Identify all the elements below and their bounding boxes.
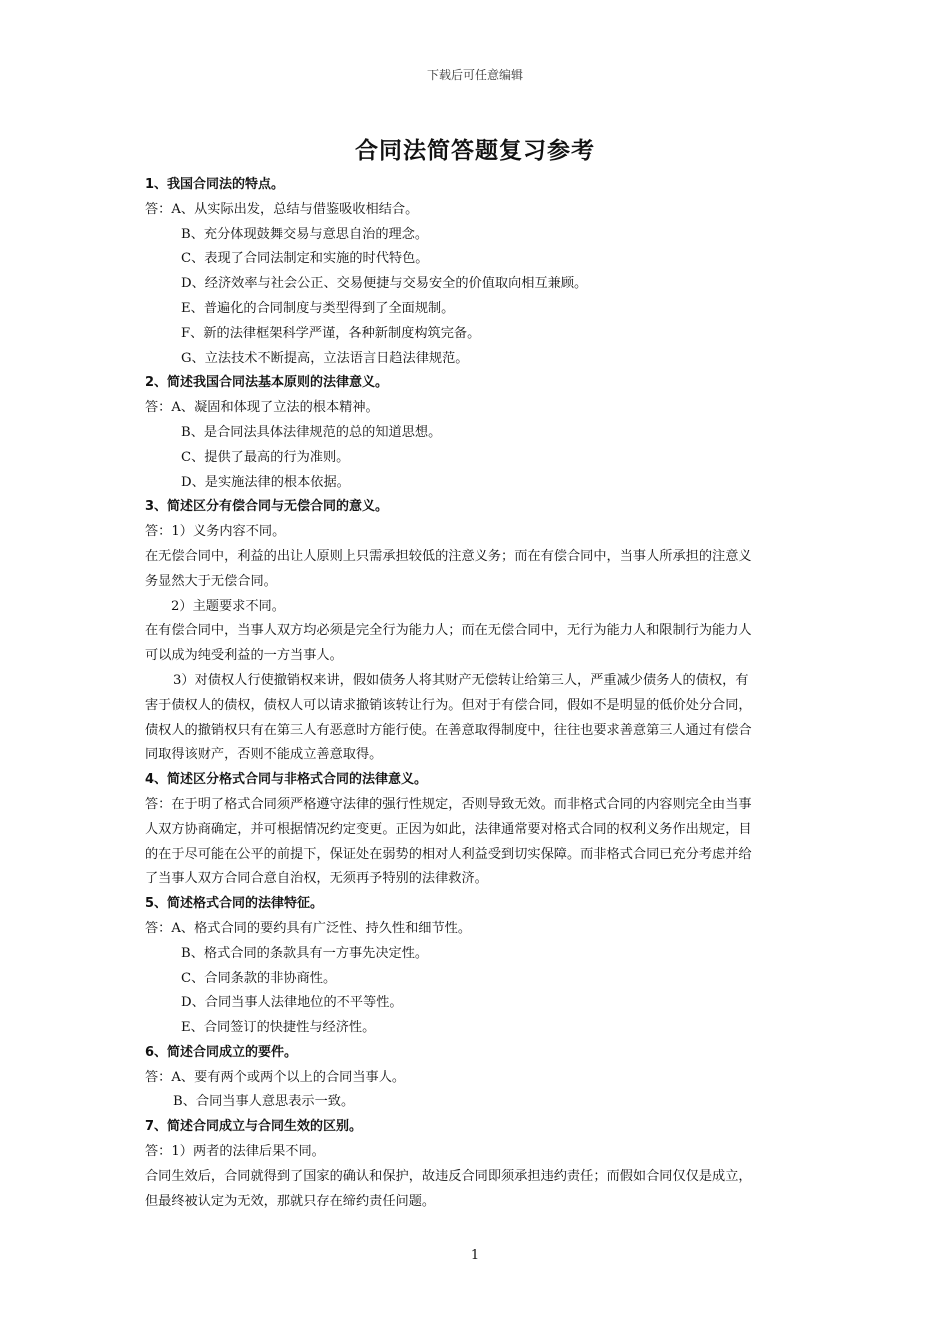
answer-line: D、是实施法律的根本依据。 (181, 474, 350, 490)
answer-line: C、合同条款的非协商性。 (181, 970, 337, 986)
header-note: 下载后可任意编辑 (426, 68, 523, 82)
answer-line: 答：在于明了格式合同须严格遵守法律的强行性规定，否则导致无效。而非格式合同的内容则完全由当事 (145, 796, 752, 812)
answer-line: 2）主题要求不同。 (171, 598, 285, 614)
answer-line: G、立法技术不断提高，立法语言日趋法律规范。 (181, 350, 469, 366)
answer-line: F、新的法律框架科学严谨，各种新制度构筑完备。 (181, 325, 481, 341)
answer-line: 可以成为纯受利益的一方当事人。 (145, 648, 343, 664)
document-title: 合同法简答题复习参考 (355, 138, 595, 164)
answer-line: 3）对债权人行使撤销权来讲，假如债务人将其财产无偿转让给第三人，严重减少债务人的债权，有 (173, 672, 749, 688)
answer-line: D、合同当事人法律地位的不平等性。 (181, 995, 403, 1011)
answer-line: 答：A、从实际出发，总结与借鉴吸收相结合。 (145, 201, 419, 217)
answer-line: B、充分体现鼓舞交易与意思自治的理念。 (181, 226, 429, 242)
question-heading: 4、简述区分格式合同与非格式合同的法律意义。 (145, 772, 428, 788)
answer-line: 答：1）两者的法律后果不同。 (145, 1144, 325, 1160)
answer-line: 答：A、凝固和体现了立法的根本精神。 (145, 400, 379, 416)
answer-line: 了当事人双方合同合意自治权，无须再予特别的法律救济。 (145, 871, 488, 887)
answer-line: 但最终被认定为无效，那就只存在缔约责任问题。 (145, 1193, 436, 1209)
answer-line: 债权人的撤销权只有在第三人有恶意时方能行使。在善意取得制度中，往往也要求善意第三人通过有偿合 (145, 722, 752, 738)
answer-line: B、格式合同的条款具有一方事先决定性。 (181, 945, 429, 961)
answer-line: 人双方协商确定，并可根据情况约定变更。正因为如此，法律通常要对格式合同的权利义务作出规定，目 (145, 821, 752, 837)
answer-line: 答：1）义务内容不同。 (145, 524, 286, 540)
answer-line: E、合同签订的快捷性与经济性。 (181, 1020, 376, 1036)
answer-line: 务显然大于无偿合同。 (145, 573, 277, 589)
question-heading: 1、我国合同法的特点。 (145, 177, 285, 192)
question-heading: 7、简述合同成立与合同生效的区别。 (145, 1119, 363, 1135)
answer-line: D、经济效率与社会公正、交易便捷与交易安全的价值取向相互兼顾。 (181, 276, 588, 292)
answer-line: 合同生效后，合同就得到了国家的确认和保护，故违反合同即须承担违约责任；而假如合同仅仅是成立， (145, 1168, 752, 1184)
answer-line: B、是合同法具体法律规范的总的知道思想。 (181, 424, 442, 440)
question-heading: 3、简述区分有偿合同与无偿合同的意义。 (145, 499, 389, 515)
answer-line: 同取得该财产，否则不能成立善意取得。 (145, 747, 383, 763)
answer-line: C、提供了最高的行为准则。 (181, 449, 350, 465)
answer-line: 害于债权人的债权，债权人可以请求撤销该转让行为。但对于有偿合同，假如不是明显的低价处分合同， (145, 697, 752, 713)
question-heading: 6、简述合同成立的要件。 (145, 1044, 298, 1060)
question-heading: 2、简述我国合同法基本原则的法律意义。 (145, 375, 389, 391)
answer-line: 在有偿合同中，当事人双方均必须是完全行为能力人；而在无偿合同中，无行为能力人和限制行为能力人 (145, 623, 752, 639)
answer-line: B、合同当事人意思表示一致。 (173, 1094, 355, 1110)
answer-line: C、表现了合同法制定和实施的时代特色。 (181, 251, 429, 267)
answer-line: 在无偿合同中，利益的出让人原则上只需承担较低的注意义务；而在有偿合同中，当事人所承担的注意义 (145, 548, 752, 564)
answer-line: 的在于尽可能在公平的前提下，保证处在弱势的相对人利益受到切实保障。而非格式合同已充分考虑并给 (145, 846, 752, 862)
question-heading: 5、简述格式合同的法律特征。 (145, 896, 324, 912)
document-body (145, 173, 807, 1214)
page-number: 1 (470, 1248, 480, 1263)
answer-line: 答：A、要有两个或两个以上的合同当事人。 (145, 1069, 406, 1085)
answer-line: 答：A、格式合同的要约具有广泛性、持久性和细节性。 (145, 920, 472, 936)
answer-line: E、普遍化的合同制度与类型得到了全面规制。 (181, 300, 455, 316)
